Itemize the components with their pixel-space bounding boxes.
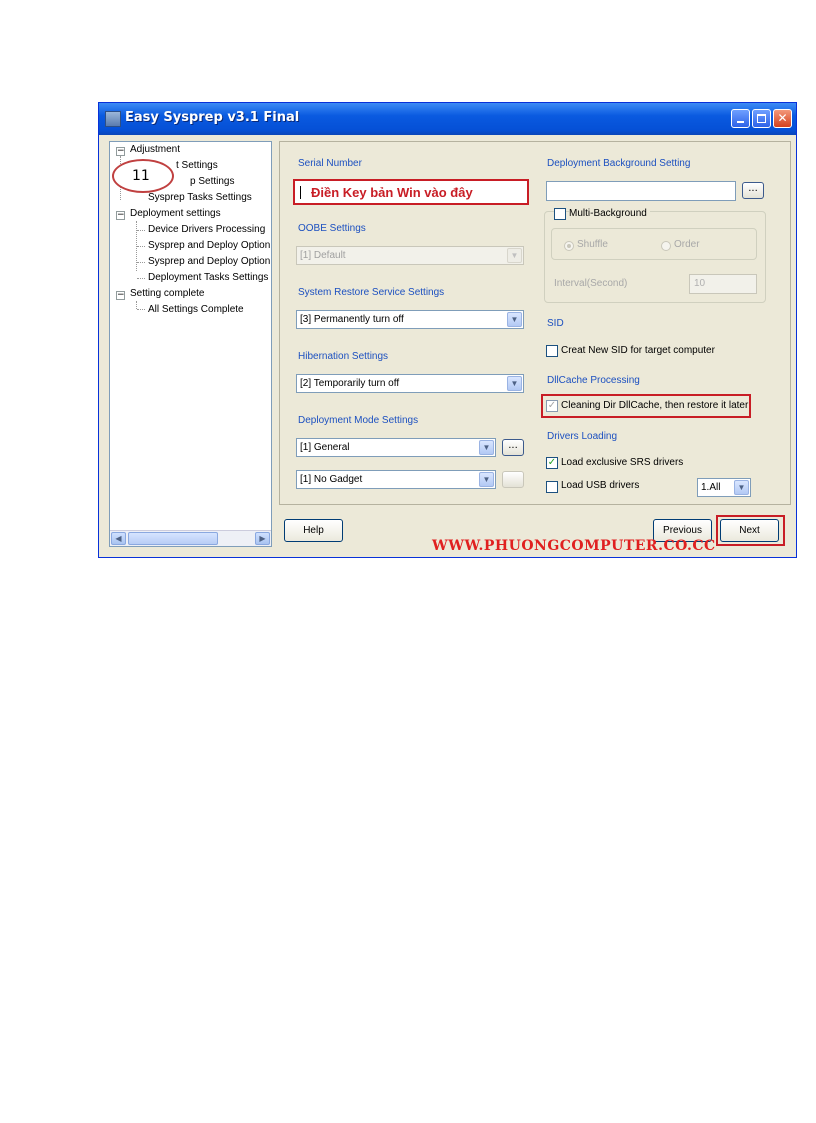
multi-background-checkbox[interactable] [554, 208, 566, 220]
collapse-complete-icon[interactable]: − [117, 290, 125, 300]
dllcache-checkbox[interactable]: ✓ [547, 400, 557, 411]
gadget-browse-button [502, 471, 524, 488]
background-setting-label: Deployment Background Setting [547, 158, 691, 169]
help-button[interactable]: Help [284, 519, 343, 542]
chevron-down-icon[interactable]: ▼ [507, 376, 522, 391]
tree-item-adjustment[interactable]: Adjustment [130, 144, 181, 155]
tree-item-sysprep-deploy-1[interactable]: Sysprep and Deploy Option [148, 240, 271, 251]
usb-drivers-select[interactable] [697, 478, 751, 497]
usb-drivers-value: 1.All [701, 482, 721, 493]
scroll-left-icon[interactable]: ◀ [111, 532, 126, 545]
system-restore-label: System Restore Service Settings [298, 287, 445, 298]
close-button[interactable] [773, 109, 792, 128]
background-path-input[interactable] [546, 181, 736, 201]
gadget-select[interactable] [296, 470, 496, 489]
next-button[interactable]: Next [720, 519, 779, 542]
chevron-down-icon[interactable]: ▼ [507, 312, 522, 327]
oobe-value: [1] Default [300, 250, 346, 261]
scroll-thumb[interactable] [128, 532, 218, 545]
tree-item-device-drivers[interactable]: Device Drivers Processing [148, 224, 266, 235]
collapse-deployment-icon[interactable]: − [117, 210, 125, 220]
tree-item-sysprep-deploy-2[interactable]: Sysprep and Deploy Option [148, 256, 271, 267]
minimize-icon [737, 121, 744, 123]
oobe-settings-label: OOBE Settings [298, 223, 366, 234]
serial-number-label: Serial Number [298, 158, 362, 169]
shuffle-label: Shuffle [577, 239, 608, 250]
tree-connector [137, 262, 145, 263]
chevron-down-icon[interactable]: ▼ [734, 480, 749, 495]
hibernation-select[interactable] [296, 374, 524, 393]
tree-item-oobe-settings[interactable]: p Settings [190, 176, 235, 187]
title-bar [99, 103, 796, 135]
chevron-down-icon[interactable]: ▼ [479, 472, 494, 487]
system-restore-select[interactable] [296, 310, 524, 329]
tree-connector [137, 278, 145, 279]
drivers-loading-label: Drivers Loading [547, 431, 618, 442]
close-icon: ✕ [777, 111, 788, 125]
interval-input: 10 [689, 274, 757, 294]
watermark-text: WWW.PHUONGCOMPUTER.CO.CC [432, 538, 716, 554]
gadget-value: [1] No Gadget [300, 474, 363, 485]
system-restore-value: [3] Permanently turn off [300, 314, 404, 325]
tree-connector [137, 309, 145, 310]
hibernation-label: Hibernation Settings [298, 351, 389, 362]
tree-item-deployment-tasks[interactable]: Deployment Tasks Settings [148, 272, 269, 283]
tree-item-sysprep-tasks[interactable]: Sysprep Tasks Settings [148, 192, 252, 203]
scroll-right-icon[interactable]: ▶ [255, 532, 270, 545]
deployment-mode-browse-button[interactable]: ... [502, 439, 524, 456]
deployment-mode-label: Deployment Mode Settings [298, 415, 419, 426]
window-title: Easy Sysprep v3.1 Final [125, 110, 300, 125]
text-caret [300, 186, 301, 199]
deployment-mode-select[interactable] [296, 438, 496, 457]
easy-sysprep-window [98, 102, 797, 558]
order-radio [661, 241, 671, 251]
tree-item-all-complete[interactable]: All Settings Complete [148, 304, 244, 315]
next-highlight-box [716, 515, 785, 546]
usb-drivers-checkbox[interactable] [546, 481, 558, 493]
oobe-select [296, 246, 524, 265]
dllcache-label: DllCache Processing [547, 375, 640, 386]
srs-drivers-checkbox[interactable]: ✓ [547, 457, 557, 468]
collapse-adjustment-icon[interactable]: − [117, 146, 125, 156]
order-label: Order [674, 239, 700, 250]
tree-connector [136, 301, 137, 309]
hibernation-value: [2] Temporarily turn off [300, 378, 400, 389]
deployment-mode-value: [1] General [300, 442, 350, 453]
serial-number-input[interactable] [293, 179, 529, 205]
shuffle-radio [564, 241, 574, 251]
new-sid-label: Creat New SID for target computer [561, 345, 715, 356]
step-number: 11 [132, 168, 150, 184]
new-sid-checkbox[interactable] [546, 345, 558, 357]
sid-label: SID [547, 318, 564, 329]
tree-connector [137, 246, 145, 247]
step-callout-bubble [112, 159, 174, 193]
tree-item-setting-complete[interactable]: Setting complete [130, 288, 205, 299]
minimize-button[interactable] [731, 109, 750, 128]
chevron-down-icon[interactable]: ▼ [479, 440, 494, 455]
background-browse-button[interactable]: ... [742, 182, 764, 199]
previous-button[interactable]: Previous [653, 519, 712, 542]
settings-tree [109, 141, 272, 547]
interval-label: Interval(Second) [554, 278, 628, 289]
app-icon [105, 111, 121, 127]
tree-connector [137, 230, 145, 231]
serial-annotation: Điền Key bản Win vào đây [311, 185, 473, 200]
multi-background-label: Multi-Background [569, 208, 650, 219]
dllcache-checkbox-label: Cleaning Dir DllCache, then restore it later [561, 400, 749, 411]
chevron-down-icon: ▼ [507, 248, 522, 263]
tree-item-key-settings[interactable]: t Settings [176, 160, 218, 171]
maximize-icon [757, 114, 766, 123]
tree-horizontal-scrollbar[interactable] [110, 530, 271, 546]
usb-drivers-label: Load USB drivers [561, 480, 640, 491]
maximize-button[interactable] [752, 109, 771, 128]
srs-drivers-label: Load exclusive SRS drivers [561, 457, 684, 468]
tree-item-deployment-settings[interactable]: Deployment settings [130, 208, 221, 219]
